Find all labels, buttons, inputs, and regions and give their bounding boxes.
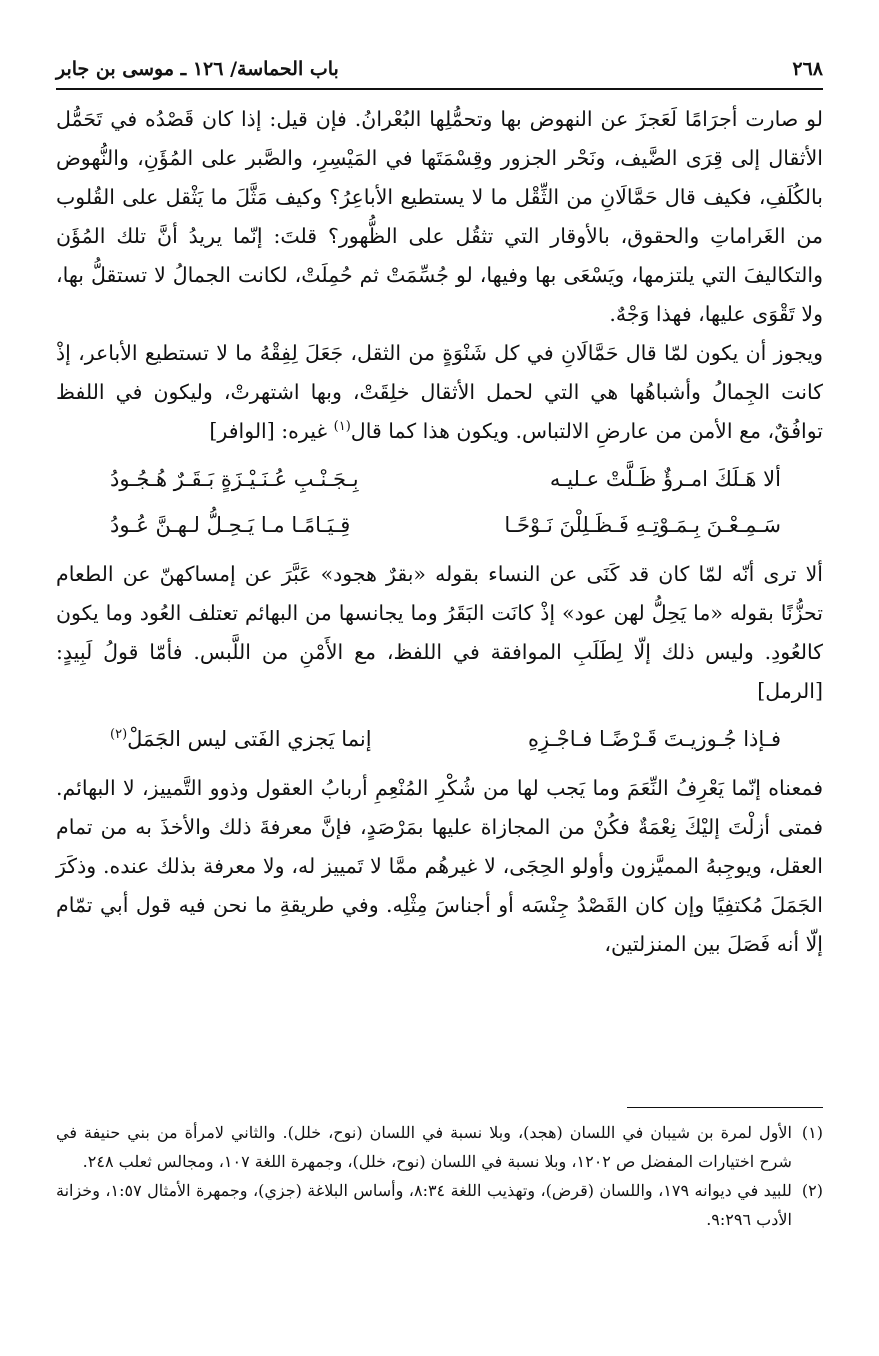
- running-title: باب الحماسة/ ١٢٦ ـ موسى بن جابر: [56, 58, 339, 80]
- verse-line: [56, 719, 823, 759]
- verse-line: [56, 459, 823, 499]
- verse-second-hemistich-wrap: [110, 719, 372, 759]
- verse-second-hemistich: إنما يَجزي الفَتى ليس الجَمَلْ: [127, 727, 372, 751]
- footnote-1: [56, 1118, 823, 1176]
- paragraph-2: [56, 334, 823, 451]
- header-rule: [56, 88, 823, 90]
- verse-first-hemistich: ألا هَـلَكَ امـرؤٌ ظَـلَّتْ عـليـه: [549, 467, 781, 491]
- verse-block-2: [56, 719, 823, 759]
- page-header: [56, 52, 823, 86]
- paragraph-2-text: ويجوز أن يكون لمّا قال حَمَّالَانِ في كل شَنْوَةٍ من الثقل، جَعَلَ لِفِقْهُ ما لا تستطيع الأباعر، إذْ كانت الجِمالُ وأشباهُها هي التي لحمل الأثقال خلِقَتْ، وبها اشتهرتْ، وليكون في اللفظ توافُقٌ، مع الأمن من عارضِ الالتباس. ويكون هذا كما قال: [56, 341, 823, 443]
- verse-second-hemistich: بِـجَـنْـبِ عُـنَـيْـزَةٍ بَـقَـرٌ هُـجُـودُ: [110, 467, 359, 491]
- paragraph-4: فمعناه إنّما يَعْرِفُ النِّعَمَ وما يَجب لها من شُكْرِ المُنْعِمِ أربابُ العقول وذوو التَّمييز، لا البهائم. فمتى أزلْتَ إليْكَ نِعْمَةٌ فكُنْ من المجازاة عليها بمَرْصَدٍ، فإنَّ معرفةَ ذلك والأخذَ به من تمام العقل، ويوجِبهُ المميَّزون وأولو الحِجَى، لا غيرهُم ممَّا لا تَمييز له، ولا معرفة بذلك عنده. وذكَرَ الجَمَلَ مُكتفِيًا وإن كان القَصْدُ جِنْسَه أو أجناسَ مِثْلِه. وفي طريقةِ ما نحن فيه قول أبي تمّام إلّا أنه فَصَلَ بين المنزلتين،: [56, 776, 823, 956]
- footnote-marker-2: (٢): [110, 727, 128, 742]
- verse-line: [56, 505, 823, 545]
- footnote-number: (١): [801, 1123, 823, 1142]
- paragraph-2-tail: غيره: [الوافر]: [209, 419, 334, 443]
- main-text: [56, 100, 823, 964]
- verse-first-hemistich: سَـمِـعْـنَ بِـمَـوْتِـهِ فَـظَـلِلْنَ نَـوْحًـا: [504, 513, 781, 537]
- footnote-marker-1: (١): [333, 419, 351, 435]
- footnote-text: الأول لمرة بن شيبان في اللسان (هجد)، وبلا نسبة في اللسان (نوح، خلل). والثاني لامرأة من بني حنيفة في شرح اختيارات المفضل ص ١٢٠٢، وبلا نسبة في اللسان (نوح، خلل)، وجمهرة اللغة ١٠٧، ومجالس ثعلب ٢٤٨.: [56, 1123, 792, 1171]
- footnote-rule: [627, 1107, 823, 1108]
- footnote-text: للبيد في ديوانه ١٧٩، واللسان (قرض)، وتهذيب اللغة ٨:٣٤، وأساس البلاغة (جزي)، وجمهرة الأمثال ١:٥٧، وخزانة الأدب ٩:٢٩٦.: [56, 1181, 792, 1229]
- verse-block-1: [56, 459, 823, 545]
- paragraph-1: لو صارت أجرَامًا لَعَجزَ عن النهوض بها وتحمُّلِها البُعْرانُ. فإن قيل: إذا كان قَصْدُه في تَحَمُّل الأثقال إلى قِرَى الضَّيف، ونَحْر الجزور وقِسْمَتَها في المَيْسِرِ، والصَّبر على المُؤَنِ، والنُّهوض بالكُلَفِ، فكيف قال حَمَّالَانِ من الثِّقْل ما لا يستطيع الأباعِرُ؟ وكيف مَثَّلَ ما يَثْقل على القُلوب من الغَراماتِ والحقوق، بالأوقار التي تثقُل على الظُّهور؟ قلتَ: إنّما يريدُ أنَّ تلك المُؤَن والتكاليفَ التي يلتزمها، ويَسْعَى بها وفيها، لو جُسِّمَتْ ثم حُمِلَتْ، لكانت الجمالُ لا تستقلُّ بها، ولا تَقْوَى عليها، فهذا وَجْهٌ.: [56, 107, 823, 326]
- footnote-number: (٢): [801, 1181, 823, 1200]
- page-number: ٢٦٨: [792, 58, 823, 80]
- footnote-2: [56, 1176, 823, 1234]
- verse-first-hemistich: فـإذا جُـوزيـتَ قَـرْضًـا فـاجْـزِهِ: [527, 727, 781, 751]
- verse-second-hemistich: قِـيَـامًـا مـا يَـحِـلُّ لـهـنَّ عُـودُ: [110, 513, 351, 537]
- footnotes: [56, 1118, 823, 1234]
- paragraph-3: ألا ترى أنّه لمّا كان قد كَنَى عن النساء بقوله «بقرٌ هجود» عَبَّرَ عن إمساكهنّ عن الطعام تحزُّنًا بقوله «ما يَحِلُّ لهن عود» إذْ كانَت البَقَرُ وما يجانسها من البهائم تعتلف العُود وما يكون كالعُودِ. وليس ذلك إلّا لِطَلَبِ الموافقة في اللفظ، مع الأَمْنِ من اللَّبس. فأمّا قولُ لَبِيدٍ: [الرمل]: [56, 562, 823, 703]
